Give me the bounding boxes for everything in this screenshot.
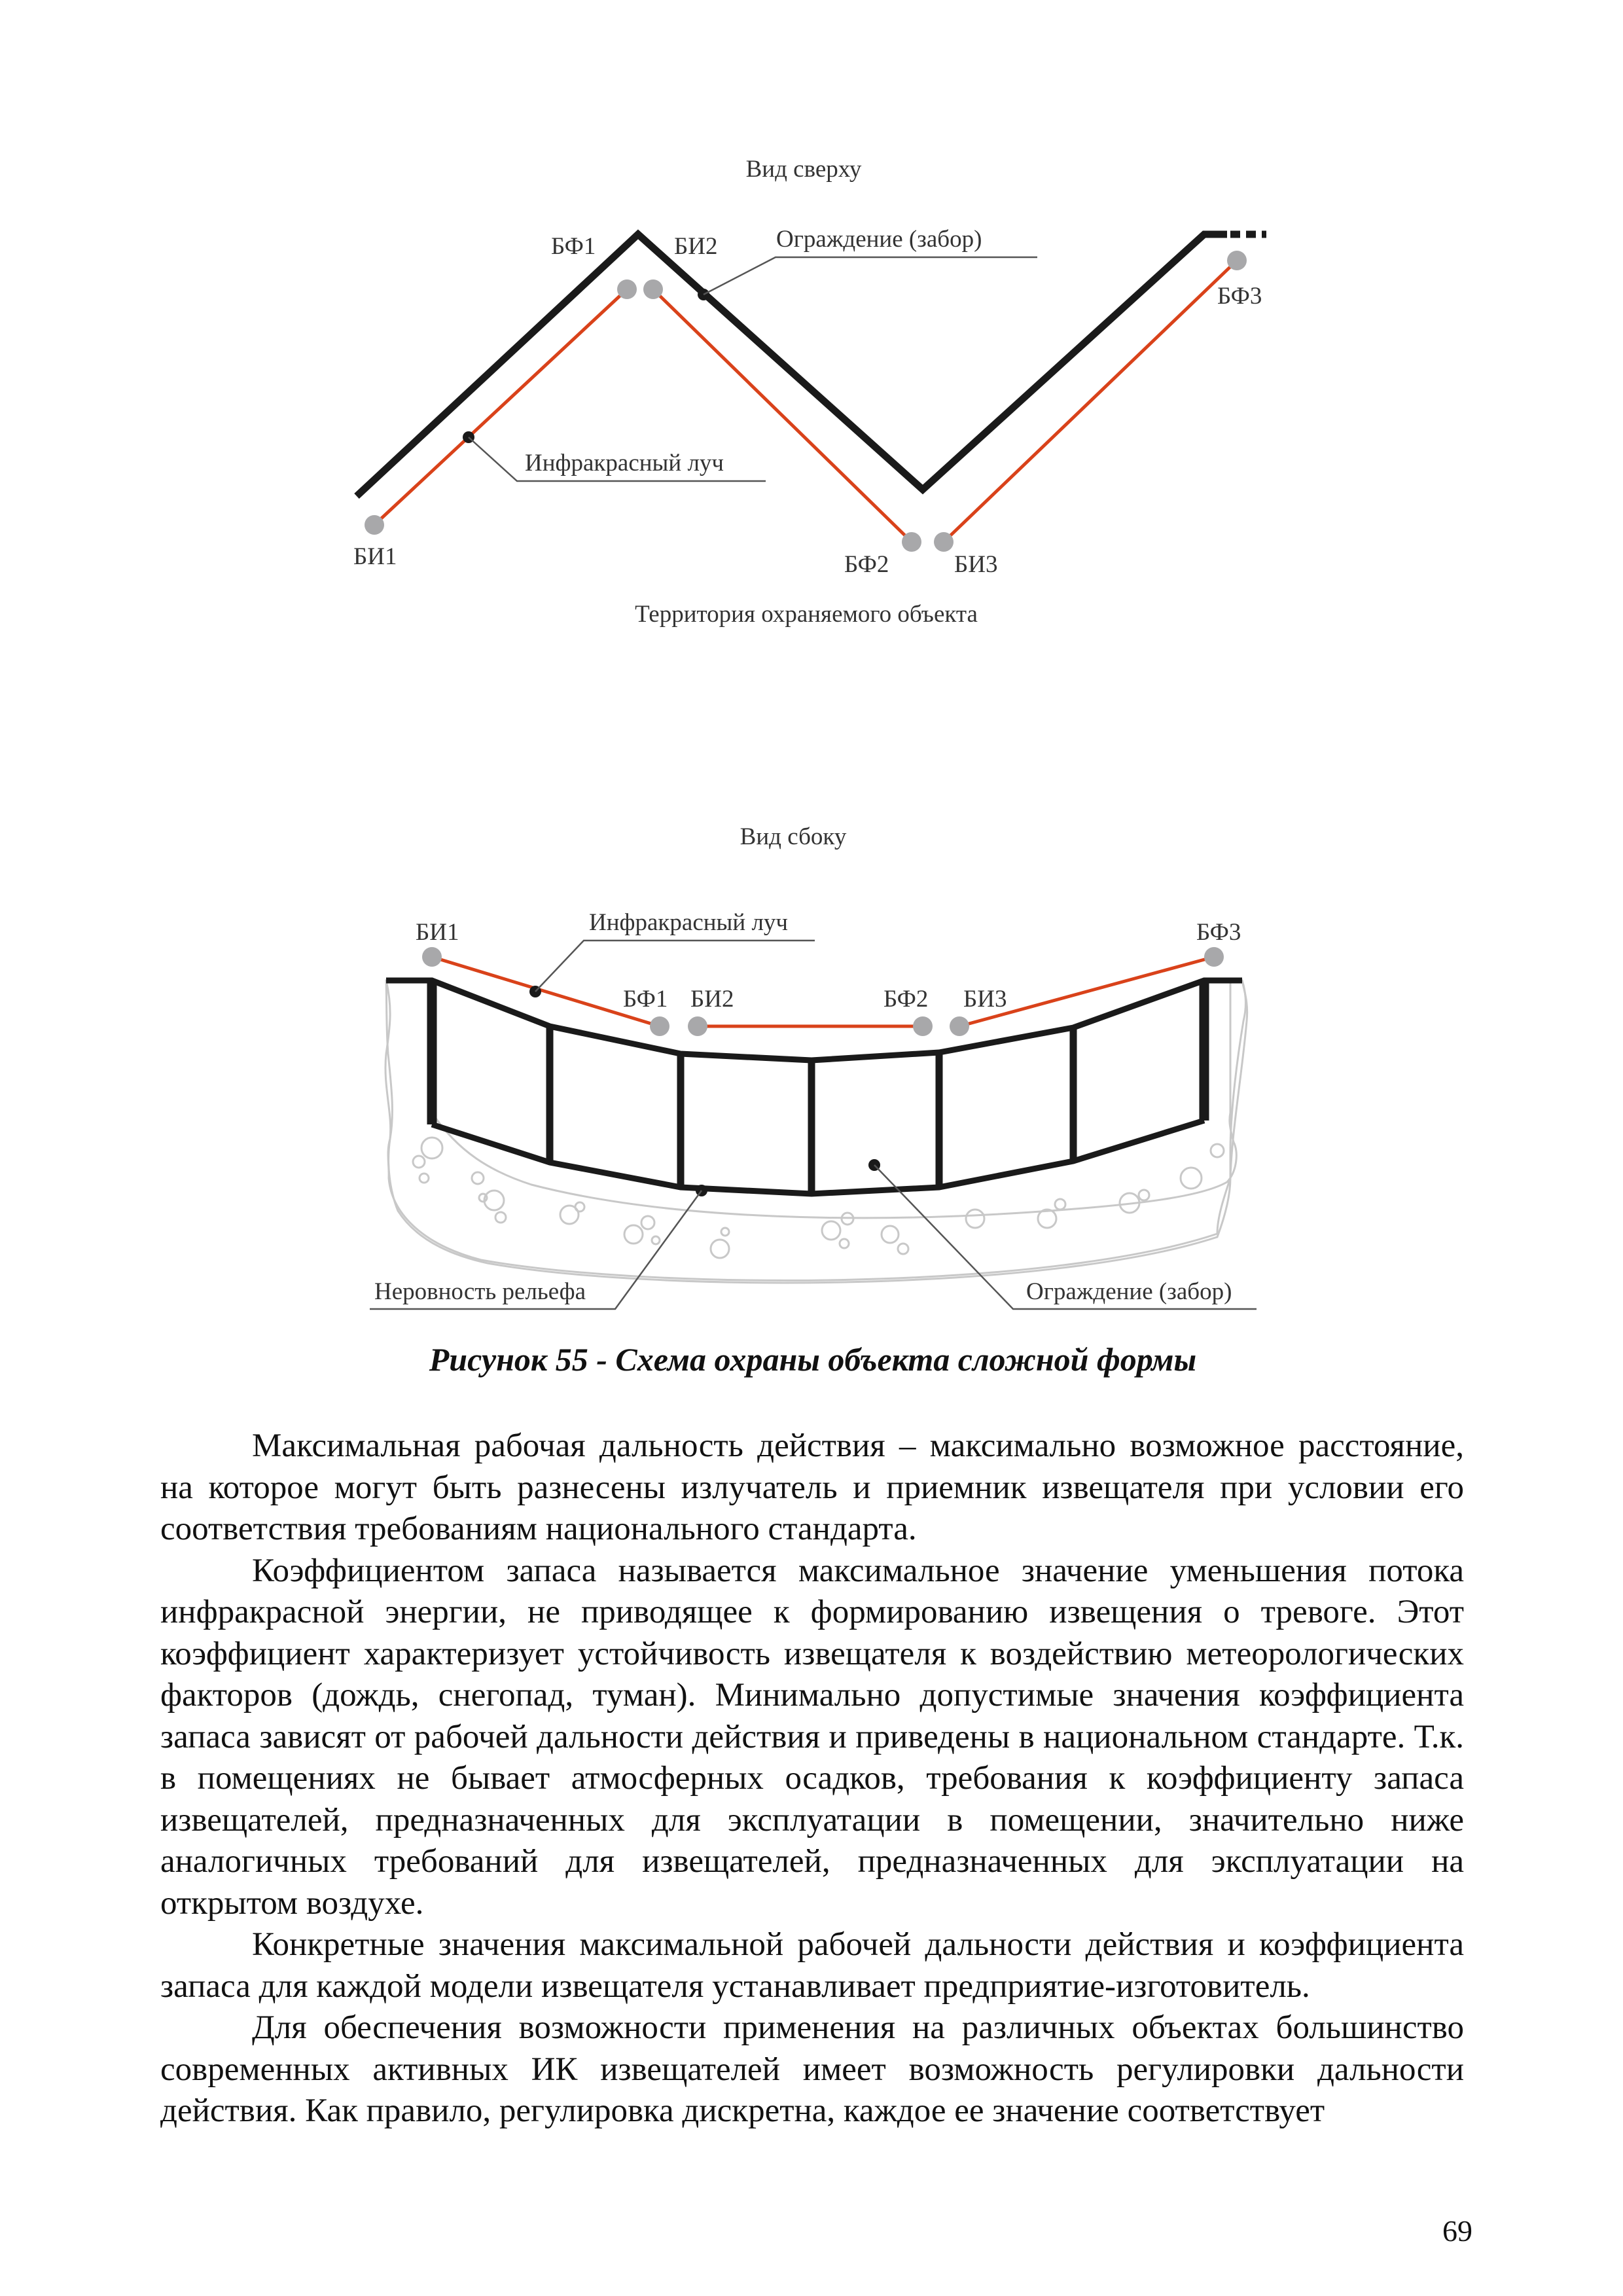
top-label-bf2: БФ2 (844, 551, 889, 578)
device-bi1 (365, 515, 384, 535)
ir-beam-1 (374, 289, 627, 525)
paragraph: Для обеспечения возможности применения на различных объектах большинство современных активных ИК извещателей имеет возможность регулировки дальности действия. Как правило, регулировка дискретна, каждое ее значение соответствует (160, 2009, 1464, 2129)
side-label-bf1: БФ1 (623, 986, 668, 1013)
side-label-bi1: БИ1 (416, 919, 459, 946)
territory-label: Территория охраняемого объекта (635, 601, 978, 628)
side-beam-label: Инфракрасный луч (589, 909, 789, 936)
side-device-bi3 (950, 1016, 969, 1036)
top-label-bi3: БИ3 (954, 551, 998, 578)
fence-line (357, 234, 1227, 496)
side-device-bf3 (1204, 947, 1224, 967)
top-label-bf1: БФ1 (551, 233, 596, 260)
side-label-bi2: БИ2 (690, 986, 734, 1013)
page-number: 69 (1442, 2214, 1472, 2248)
device-bi3 (934, 532, 954, 552)
top-fence-label: Ограждение (забор) (776, 226, 982, 253)
side-beam-leader (535, 941, 815, 992)
device-bf3 (1227, 251, 1247, 270)
device-bi2 (643, 279, 663, 299)
top-view-diagram (353, 156, 1266, 628)
top-beam-label: Инфракрасный луч (525, 450, 724, 476)
device-bf2 (902, 532, 921, 552)
top-label-bi1: БИ1 (353, 543, 397, 570)
top-label-bi2: БИ2 (674, 233, 718, 260)
device-bf1 (617, 279, 637, 299)
ir-beam-2 (653, 289, 912, 542)
figure-caption: Рисунок 55 - Схема охраны объекта сложной формы (429, 1341, 1197, 1378)
fence-side (386, 980, 1242, 1194)
side-fence-label: Ограждение (забор) (1026, 1278, 1232, 1305)
top-label-bf3: БФ3 (1217, 283, 1262, 310)
ir-beam-3 (944, 260, 1237, 542)
side-label-bf3: БФ3 (1196, 919, 1241, 946)
terrain-label: Неровность рельефа (374, 1278, 586, 1305)
side-device-bi1 (422, 947, 442, 967)
top-view-title: Вид сверху (745, 156, 862, 183)
side-label-bf2: БФ2 (883, 986, 929, 1013)
side-view-title: Вид сбоку (740, 823, 847, 850)
fence-leader (704, 257, 1037, 295)
side-device-bf1 (650, 1016, 669, 1036)
side-view-diagram (370, 823, 1257, 1309)
side-device-bi2 (688, 1016, 707, 1036)
paragraph: Коэффициентом запаса называется максимальное значение уменьшения потока инфракрасной энергии, не приводящее к формированию извещения о тревоге. Этот коэффициент характеризует устойчивость извещателя к воздействию метеорологических факторов (дождь, снегопад, туман). Минимально допустимые значения коэффициента запаса зависят от рабочей дальности действия и приведены в национальном стандарте. Т.к. в помещениях не бывает атмосферных осадков, требования к коэффициенту запаса извещателей, предназначенных для эксплуатации в помещении, значительно ниже аналогичных требований для извещателей, предназначенных для эксплуатации на открытом воздухе. (160, 1552, 1464, 1922)
side-label-bi3: БИ3 (963, 986, 1007, 1013)
paragraph: Конкретные значения максимальной рабочей дальности действия и коэффициента запаса для каждой модели извещателя устанавливает предприятие-изготовитель. (160, 1926, 1464, 2005)
side-device-bf2 (913, 1016, 933, 1036)
paragraph: Максимальная рабочая дальность действия – максимально возможное расстояние, на которое могут быть разнесены излучатель и приемник извещателя при условии его соответствия требованиям национального стандарта. (160, 1427, 1464, 1547)
body-text (160, 1426, 1464, 2132)
